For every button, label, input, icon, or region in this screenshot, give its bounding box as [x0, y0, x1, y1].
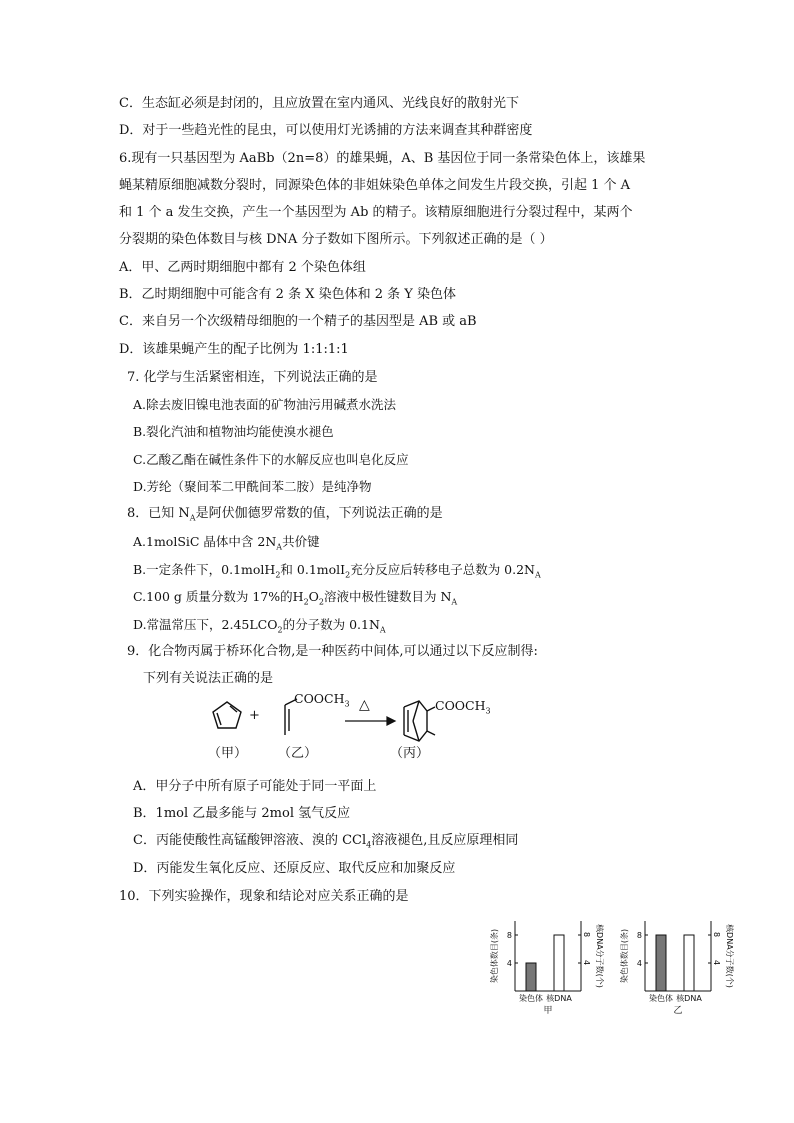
- bar-染色体: [656, 935, 666, 991]
- q10-stem: 10．下列实验操作，现象和结论对应关系正确的是: [119, 889, 409, 904]
- left-axis-title: 染色体数目(条): [620, 928, 629, 984]
- category-label: 染色体: [519, 994, 543, 1003]
- heat-symbol: △: [359, 697, 370, 713]
- q6-option-b: B．乙时期细胞中可能含有 2 条 X 染色体和 2 条 Y 染色体: [119, 287, 456, 302]
- q8-option-a: A.1molSiC 晶体中含 $2N_A$共价键: [133, 534, 320, 552]
- q9-stem: 9．化合物丙属于桥环化合物,是一种医药中间体,可以通过以下反应制得:: [127, 644, 538, 659]
- category-label: 染色体: [649, 994, 673, 1003]
- q8-option-b: B.一定条件下，0.1molH$_2$和 0.1molI$_2$充分反应后转移电子总数为 $0.2N_A$: [133, 562, 541, 580]
- q7-option-c: C.乙酸乙酯在碱性条件下的水解反应也叫皂化反应: [133, 452, 409, 467]
- q7-stem: 7. 化学与生活紧密相连，下列说法正确的是: [127, 370, 378, 385]
- left-tick-label: 8: [506, 931, 512, 940]
- q9-prompt: 下列有关说法正确的是: [143, 671, 274, 686]
- q6-option-c: C．来自另一个次级精母细胞的一个精子的基因型是 AB 或 aB: [119, 314, 477, 329]
- right-axis-title: 核DNA分子数(个): [595, 924, 604, 988]
- label-yi: （乙）: [278, 746, 318, 761]
- right-axis-title: 核DNA分子数(个): [725, 924, 734, 988]
- product-ester-label: $COOCH_3$: [435, 698, 491, 716]
- chart-title: 乙: [673, 1006, 683, 1016]
- chart-yi: [615, 915, 735, 1025]
- q9-option-c: C．丙能使酸性高锰酸钾溶液、溴的 CCl$_4$溶液褪色,且反应原理相同: [133, 833, 519, 850]
- q6-stem-line3: 和 1 个 a 发生交换，产生一个基因型为 Ab 的精子。该精原细胞进行分裂过程中，某两个: [119, 205, 633, 220]
- left-tick-label: 4: [636, 959, 642, 968]
- q6-stem-line1: 6.现有一只基因型为 AaBb（2n=8）的雄果蝇，A、B 基因位于同一条常染色体上，该雄果: [119, 151, 646, 166]
- bar-染色体: [526, 963, 536, 991]
- left-tick-label: 4: [506, 959, 512, 968]
- right-tick-label: 4: [712, 960, 721, 966]
- reaction-scheme: [205, 691, 505, 765]
- label-bing: （丙）: [390, 746, 430, 761]
- bicyclic-product-structure: [404, 701, 435, 741]
- chart-jia: [485, 915, 605, 1025]
- q5-option-d: D．对于一些趋光性的昆虫，可以使用灯光诱捕的方法来调查其种群密度: [119, 123, 533, 138]
- left-tick-label: 8: [636, 931, 642, 940]
- q7-option-b: B.裂化汽油和植物油均能使溴水褪色: [133, 424, 334, 439]
- chart-title: 甲: [543, 1006, 553, 1016]
- cyclopentadiene-structure: [213, 702, 241, 728]
- q5-option-c: C．生态缸必须是封闭的，且应放置在室内通风、光线良好的散射光下: [119, 96, 519, 111]
- plus-sign: +: [249, 708, 260, 723]
- q6-option-a: A．甲、乙两时期细胞中都有 2 个染色体组: [119, 260, 366, 275]
- q9-option-b: B．1mol 乙最多能与 2mol 氢气反应: [133, 806, 351, 821]
- q6-stem-line2: 蝇某精原细胞减数分裂时，同源染色体的非姐妹染色单体之间发生片段交换，引起 1 个 A: [119, 178, 631, 193]
- q8-stem: 8．已知 $N_A$是阿伏伽德罗常数的值，下列说法正确的是: [127, 506, 443, 523]
- right-tick-label: 8: [582, 932, 591, 938]
- q8-option-c: C.100 g 质量分数为 17%的$H_2O_2$溶液中极性键数目为 $N_A$: [133, 589, 458, 607]
- label-jia: （甲）: [208, 746, 248, 761]
- left-axis-title: 染色体数目(条): [490, 928, 499, 984]
- right-tick-label: 4: [582, 960, 591, 966]
- q6-stem-line4: 分裂期的染色体数目与核 DNA 分子数如下图所示。下列叙述正确的是（ ）: [119, 232, 553, 247]
- bar-核DNA: [684, 935, 694, 991]
- category-label: 核DNA: [676, 994, 702, 1003]
- reaction-arrow: [345, 717, 395, 725]
- q7-option-a: A.除去废旧镍电池表面的矿物油污用碱煮水洗法: [133, 397, 397, 412]
- right-tick-label: 8: [712, 932, 721, 938]
- q9-option-a: A．甲分子中所有原子可能处于同一平面上: [133, 779, 377, 794]
- bar-核DNA: [554, 935, 564, 991]
- q7-option-d: D.芳纶（聚间苯二甲酰间苯二胺）是纯净物: [133, 479, 372, 494]
- acrylate-ester-label: $COOCH_3$: [294, 691, 350, 709]
- q8-option-d: D.常温常压下，$2.45LCO_2$的分子数为 $0.1N_A$: [133, 617, 386, 635]
- q6-option-d: D．该雄果蝇产生的配子比例为 1:1:1:1: [119, 342, 349, 357]
- category-label: 核DNA: [546, 994, 572, 1003]
- q9-option-d: D．丙能发生氧化反应、还原反应、取代反应和加聚反应: [133, 861, 456, 876]
